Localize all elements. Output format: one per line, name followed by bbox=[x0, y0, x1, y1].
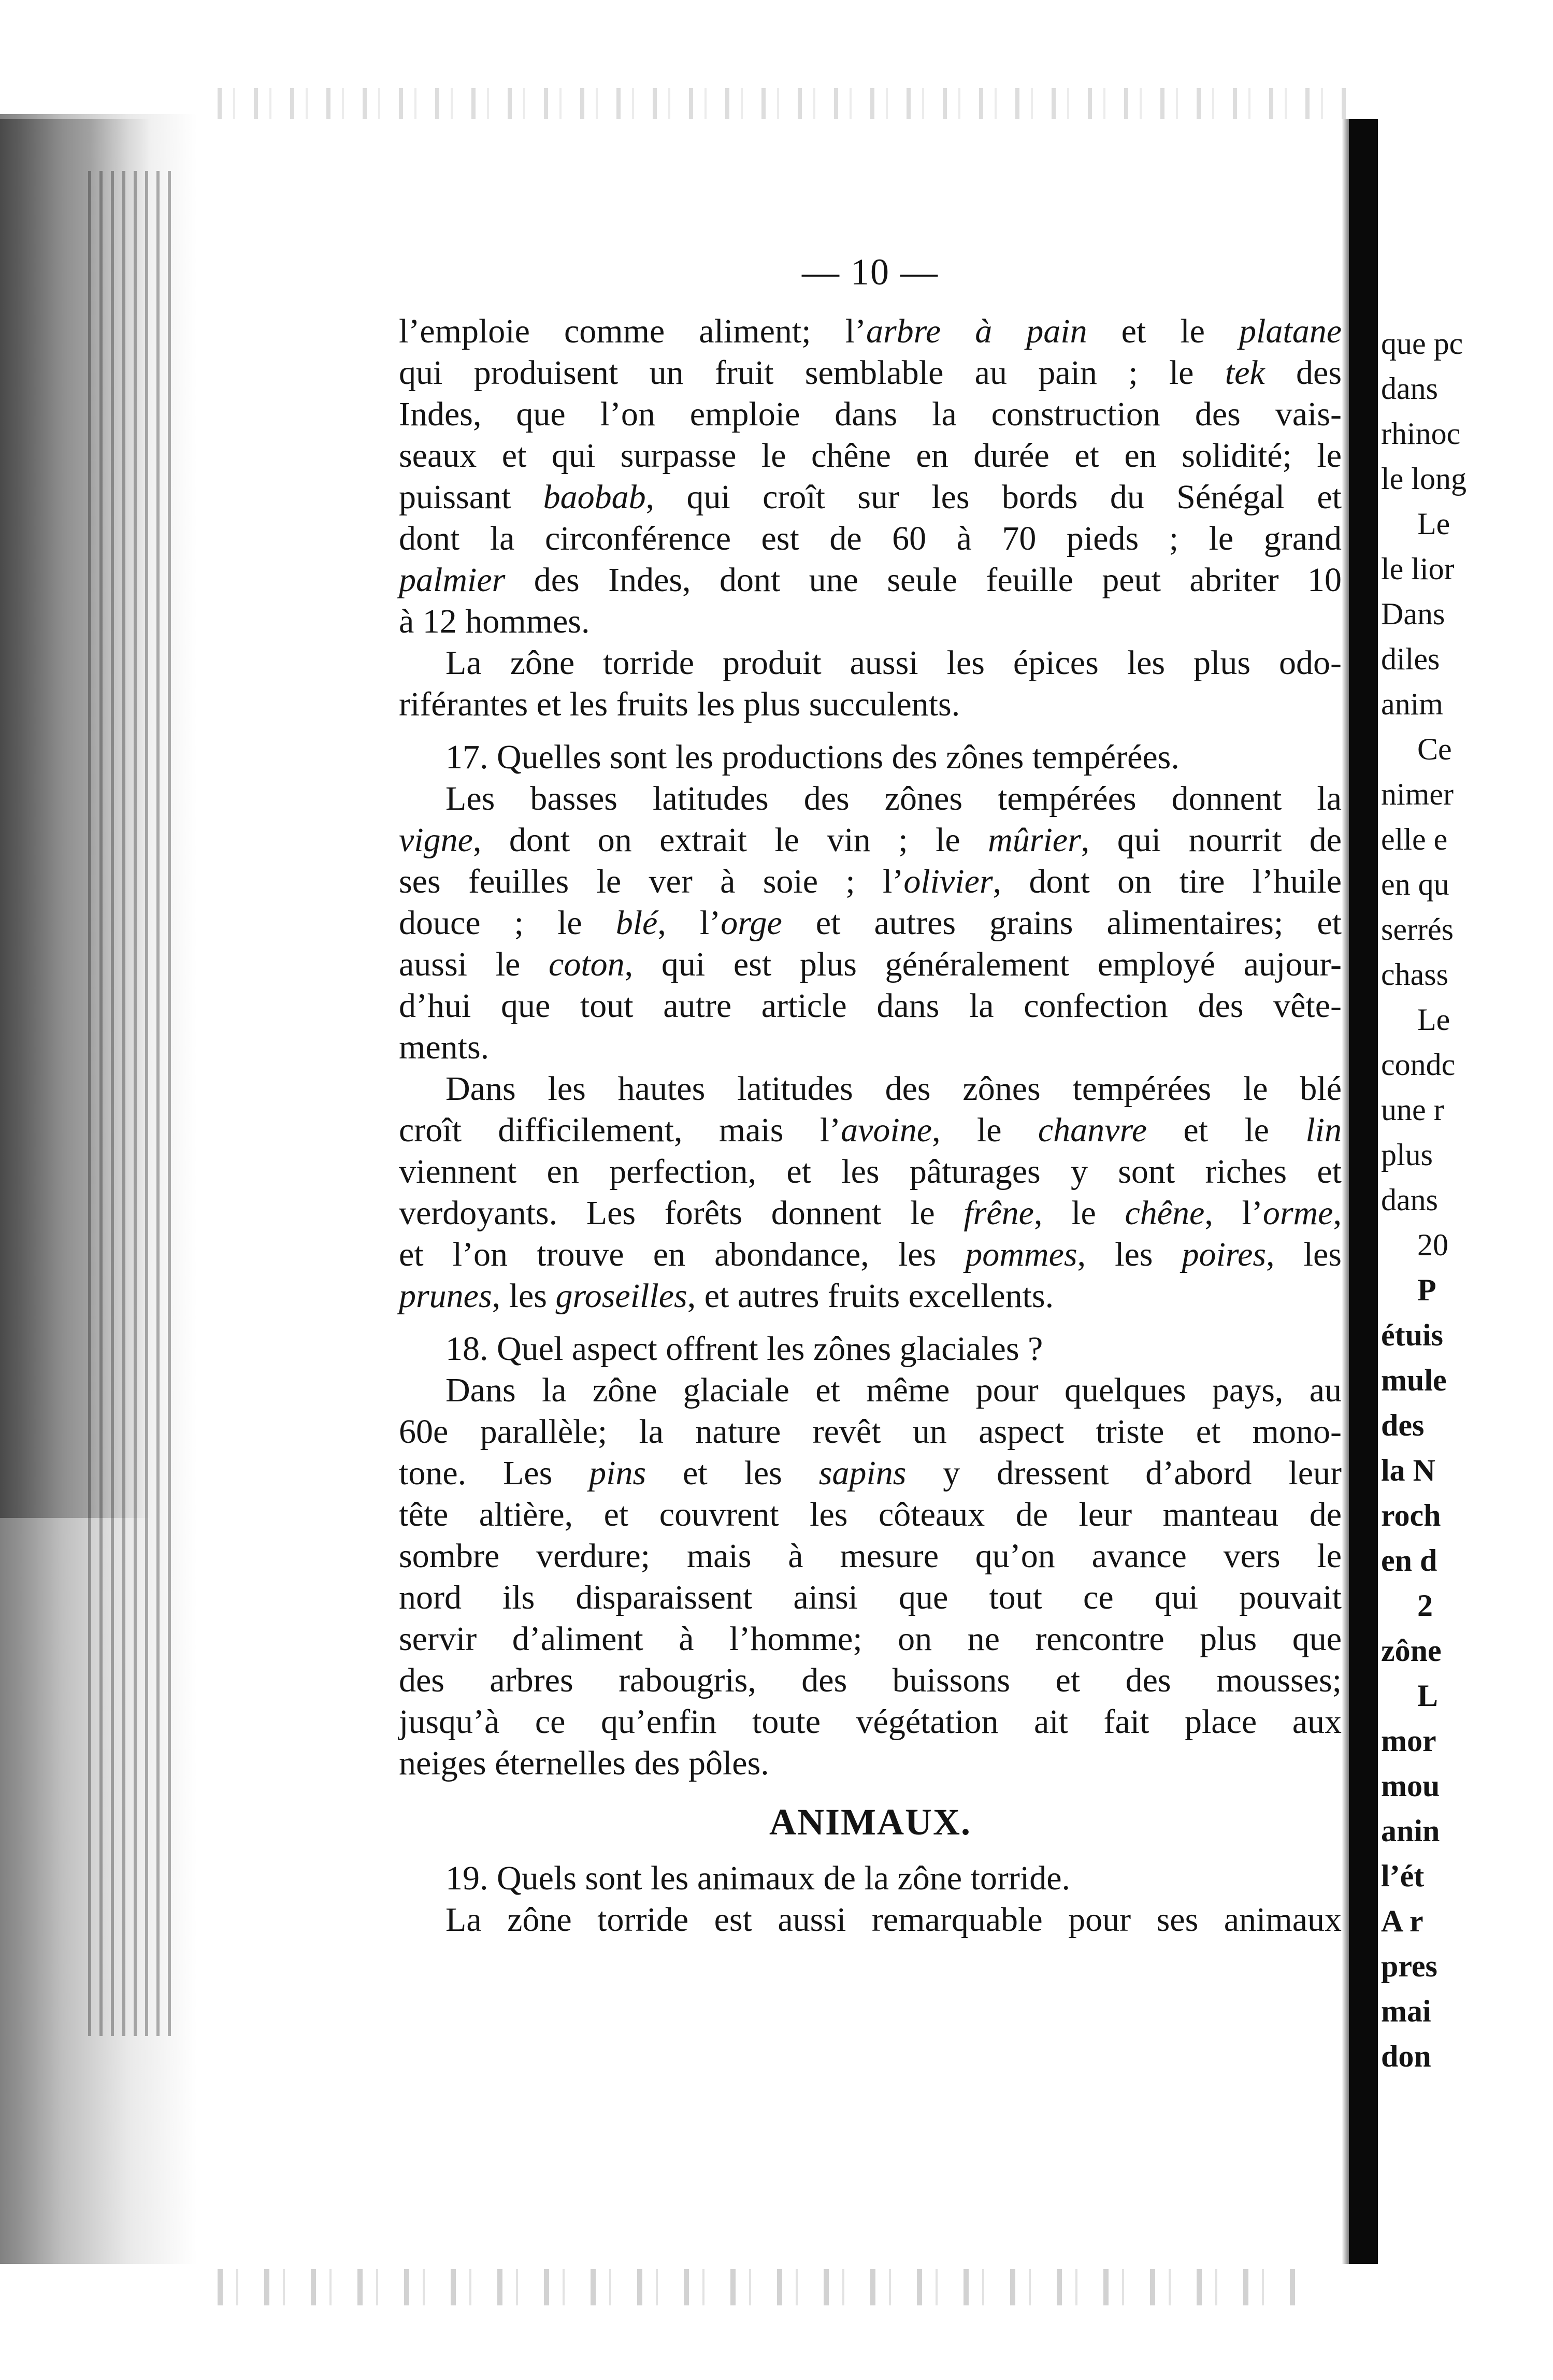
adjacent-line: A r bbox=[1381, 1904, 1423, 1938]
adjacent-line: diles bbox=[1381, 642, 1440, 676]
text-line-20: croît difficilement, mais l’avoine, le chanvre et le lin bbox=[399, 1111, 1342, 1149]
adjacent-line: en d bbox=[1381, 1543, 1437, 1578]
adjacent-line: une r bbox=[1381, 1093, 1444, 1127]
text-line-14: ses feuilles le ver à soie ; l’olivier, dont on tire l’huile bbox=[399, 863, 1342, 900]
adjacent-line: mou bbox=[1381, 1769, 1440, 1803]
text-line-6: dont la circonférence est de 60 à 70 pieds ; le grand bbox=[399, 520, 1342, 557]
adjacent-line: étuis bbox=[1381, 1318, 1443, 1352]
adjacent-line: rhinoc bbox=[1381, 417, 1461, 451]
text-line-18: ments. bbox=[399, 1028, 490, 1066]
text-line-2: qui produisent un fruit semblable au pain ; le tek des bbox=[399, 354, 1342, 392]
adjacent-line: condc bbox=[1381, 1048, 1456, 1082]
text-line-8: à 12 hommes. bbox=[399, 603, 590, 640]
adjacent-line: Le bbox=[1417, 507, 1450, 541]
adjacent-line: plus bbox=[1381, 1138, 1433, 1172]
adjacent-line: anim bbox=[1381, 687, 1443, 721]
text-line-38: La zône torride est aussi remarquable pour ses animaux bbox=[445, 1901, 1342, 1939]
text-line-9: La zône torride produit aussi les épices les plus odo- bbox=[445, 644, 1342, 682]
adjacent-line: mor bbox=[1381, 1724, 1436, 1758]
adjacent-line: zône bbox=[1381, 1633, 1442, 1668]
adjacent-line: pres bbox=[1381, 1949, 1437, 1983]
adjacent-line: L bbox=[1417, 1679, 1439, 1713]
question-17: 17. Quelles sont les productions des zônes tempérées. bbox=[445, 738, 1180, 776]
adjacent-line: Le bbox=[1417, 1002, 1450, 1037]
adjacent-line: dans bbox=[1381, 371, 1438, 406]
adjacent-line: la N bbox=[1381, 1453, 1435, 1487]
adjacent-line: Dans bbox=[1381, 597, 1445, 631]
adjacent-line: mule bbox=[1381, 1363, 1447, 1397]
text-line-31: nord ils disparaissent ainsi que tout ce qui pouvait bbox=[399, 1579, 1342, 1616]
text-line-23: et l’on trouve en abondance, les pommes, les poires, les bbox=[399, 1236, 1342, 1273]
question-19: 19. Quels sont les animaux de la zône torride. bbox=[445, 1859, 1071, 1897]
text-line-4: seaux et qui surpasse le chêne en durée et en solidité; le bbox=[399, 437, 1342, 475]
text-block bbox=[399, 311, 1342, 1941]
adjacent-line: anin bbox=[1381, 1814, 1440, 1848]
text-line-10: riférantes et les fruits les plus succulents. bbox=[399, 685, 960, 723]
adjacent-line: chass bbox=[1381, 957, 1448, 992]
text-line-5: puissant baobab, qui croît sur les bords du Sénégal et bbox=[399, 478, 1342, 516]
adjacent-line: don bbox=[1381, 2039, 1431, 2073]
scan-noise-bottom bbox=[218, 2269, 1305, 2305]
text-line-1: l’emploie comme aliment; l’arbre à pain et le platane bbox=[399, 312, 1342, 350]
text-line-13: vigne, dont on extrait le vin ; le mûrier, qui nourrit de bbox=[399, 821, 1342, 859]
text-line-26: Dans la zône glaciale et même pour quelques pays, au bbox=[445, 1371, 1342, 1409]
page-number: — 10 — bbox=[802, 251, 939, 293]
adjacent-line: le lior bbox=[1381, 552, 1455, 586]
text-line-22: verdoyants. Les forêts donnent le frêne, le chêne, l’orme, bbox=[399, 1194, 1342, 1232]
gutter-shadow bbox=[1342, 119, 1349, 2264]
adjacent-line: mai bbox=[1381, 1994, 1431, 2028]
adjacent-line: l’ét bbox=[1381, 1859, 1425, 1893]
text-line-3: Indes, que l’on emploie dans la construction des vais- bbox=[399, 395, 1342, 433]
adjacent-line: le long bbox=[1381, 462, 1466, 496]
adjacent-line: dans bbox=[1381, 1183, 1438, 1217]
question-18: 18. Quel aspect offrent les zônes glaciales ? bbox=[445, 1330, 1043, 1368]
text-line-34: jusqu’à ce qu’enfin toute végétation ait fait place aux bbox=[399, 1703, 1342, 1741]
text-line-29: tête altière, et couvrent les côteaux de leur manteau de bbox=[399, 1496, 1342, 1533]
adjacent-line: P bbox=[1417, 1273, 1436, 1307]
adjacent-page-column bbox=[1381, 321, 1553, 2079]
main-text-column bbox=[399, 249, 1342, 1941]
text-line-24: prunes, les groseilles, et autres fruits excellents. bbox=[399, 1277, 1054, 1315]
text-line-33: des arbres rabougris, des buissons et des mousses; bbox=[399, 1661, 1342, 1699]
adjacent-line: roch bbox=[1381, 1498, 1441, 1532]
text-line-28: tone. Les pins et les sapins y dressent d’abord leur bbox=[399, 1454, 1342, 1492]
page-gutter-divider bbox=[1349, 119, 1378, 2264]
text-line-19: Dans les hautes latitudes des zônes tempérées le blé bbox=[445, 1070, 1342, 1108]
adjacent-line: des bbox=[1381, 1408, 1425, 1442]
adjacent-line: en qu bbox=[1381, 867, 1449, 901]
binding-edge-lines bbox=[88, 171, 176, 2036]
scan-noise-top bbox=[218, 88, 1357, 119]
text-line-12: Les basses latitudes des zônes tempérées donnent la bbox=[445, 780, 1342, 818]
text-line-17: d’hui que tout autre article dans la confection des vête- bbox=[399, 987, 1342, 1025]
text-line-15: douce ; le blé, l’orge et autres grains alimentaires; et bbox=[399, 904, 1342, 942]
adjacent-line: elle e bbox=[1381, 822, 1448, 856]
adjacent-line: 2 bbox=[1417, 1588, 1433, 1623]
text-line-7: palmier des Indes, dont une seule feuille peut abriter 10 bbox=[399, 561, 1342, 599]
text-line-30: sombre verdure; mais à mesure qu’on avance vers le bbox=[399, 1537, 1342, 1575]
section-heading-animaux: ANIMAUX. bbox=[769, 1801, 971, 1843]
text-line-21: viennent en perfection, et les pâturages y sont riches et bbox=[399, 1153, 1342, 1191]
text-line-16: aussi le coton, qui est plus généralement employé aujour- bbox=[399, 945, 1342, 983]
adjacent-line: 20 bbox=[1417, 1228, 1448, 1262]
adjacent-line: Ce bbox=[1417, 732, 1452, 766]
adjacent-line: nimer bbox=[1381, 777, 1454, 811]
text-line-32: servir d’aliment à l’homme; on ne rencontre plus que bbox=[399, 1620, 1342, 1658]
text-line-35: neiges éternelles des pôles. bbox=[399, 1744, 769, 1782]
text-line-27: 60e parallèle; la nature revêt un aspect triste et mono- bbox=[399, 1413, 1342, 1451]
adjacent-line: que pc bbox=[1381, 326, 1463, 361]
adjacent-line: serrés bbox=[1381, 912, 1454, 947]
